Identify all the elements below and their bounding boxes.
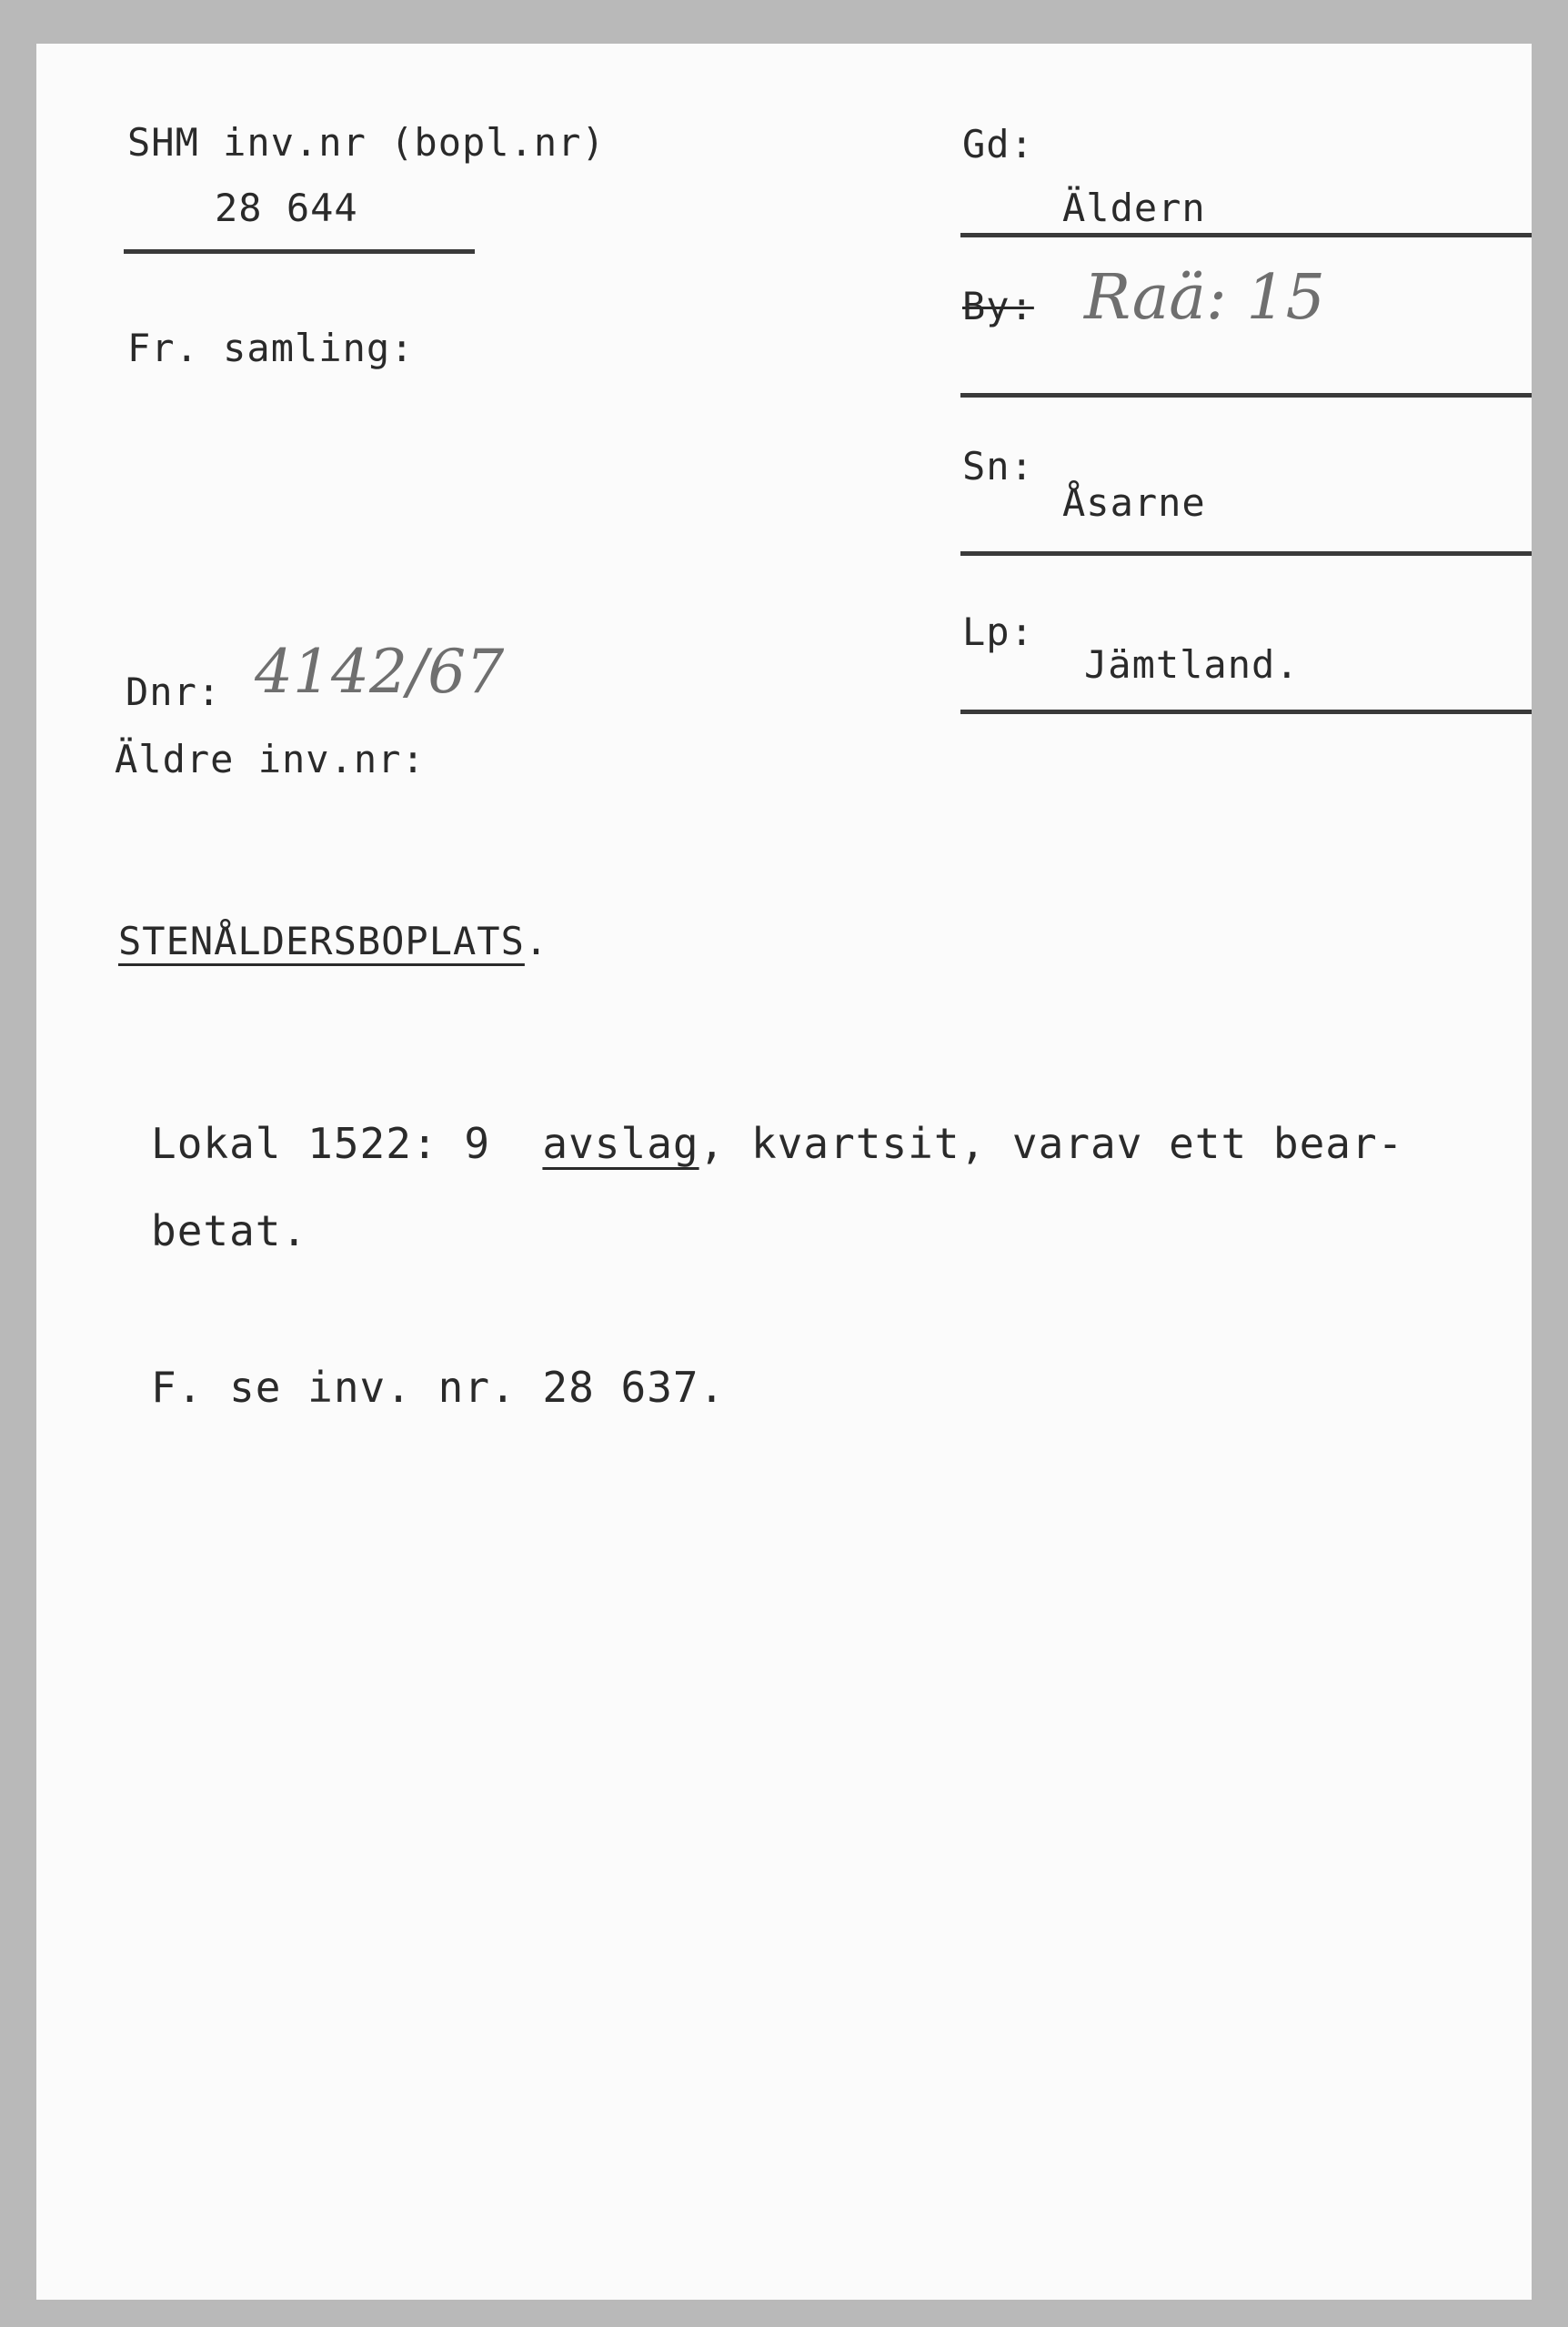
description-underlined-word: avslag bbox=[542, 1119, 699, 1168]
site-heading-period: . bbox=[524, 919, 549, 963]
reference-line: F. se inv. nr. 28 637. bbox=[151, 1363, 726, 1412]
by-label: By: bbox=[962, 284, 1034, 328]
dnr-label: Dnr: bbox=[126, 670, 222, 714]
site-heading bbox=[118, 919, 549, 963]
sn-label: Sn: bbox=[962, 444, 1034, 489]
inventory-number: 28 644 bbox=[215, 186, 358, 230]
older-inventory-label: Äldre inv.nr: bbox=[115, 737, 426, 781]
description-line-1-start: Lokal 1522: 9 bbox=[151, 1119, 543, 1168]
fr-samling-label: Fr. samling: bbox=[127, 326, 415, 370]
gd-rule bbox=[960, 233, 1532, 237]
site-heading-text: STENÅLDERSBOPLATS bbox=[118, 919, 525, 963]
by-handwritten-value: Raä: 15 bbox=[1084, 262, 1325, 334]
lp-label: Lp: bbox=[962, 609, 1034, 654]
gd-label: Gd: bbox=[962, 122, 1034, 166]
sn-value: Åsarne bbox=[1062, 480, 1206, 525]
description-line-1-end: , kvartsit, varav ett bear- bbox=[699, 1119, 1404, 1168]
lp-rule bbox=[960, 710, 1532, 714]
lp-value: Jämtland. bbox=[1084, 642, 1300, 687]
catalog-card bbox=[36, 44, 1532, 2300]
sn-rule bbox=[960, 551, 1532, 556]
description-line-1 bbox=[151, 1119, 1404, 1168]
description-line-2: betat. bbox=[151, 1206, 308, 1255]
dnr-handwritten-value: 4142/67 bbox=[255, 637, 505, 707]
inventory-label: SHM inv.nr (bopl.nr) bbox=[127, 120, 606, 165]
by-rule bbox=[960, 393, 1532, 398]
inventory-rule bbox=[124, 249, 475, 254]
gd-value: Äldern bbox=[1062, 186, 1206, 230]
